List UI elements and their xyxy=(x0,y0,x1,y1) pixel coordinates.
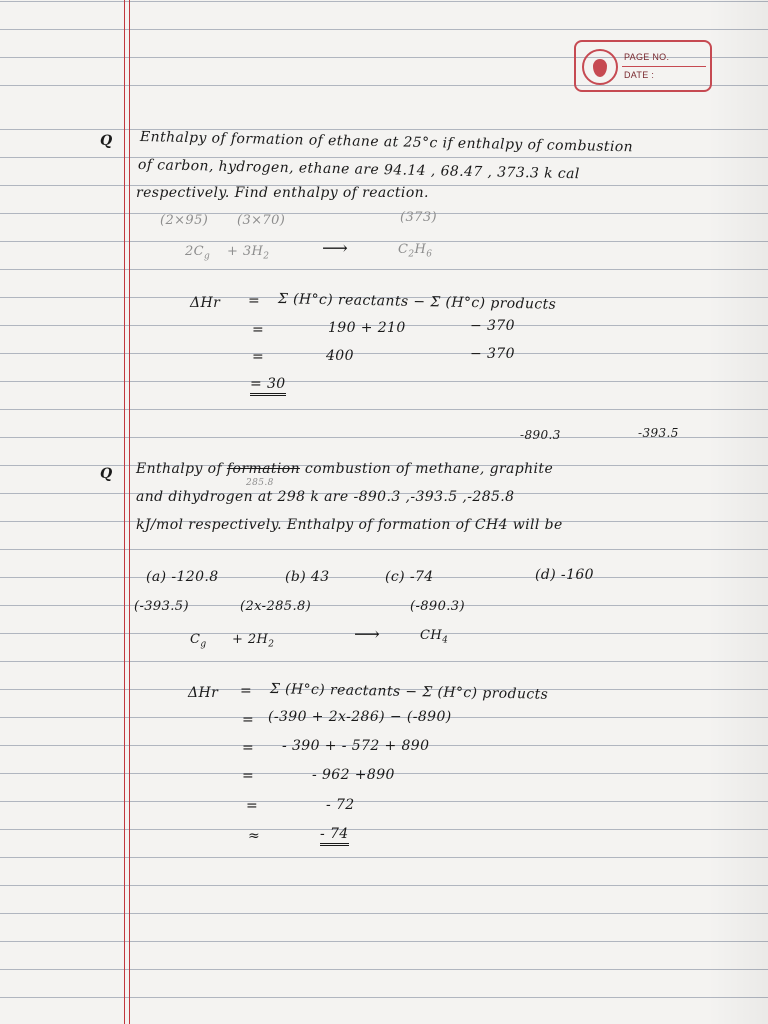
aside-value-b: -393.5 xyxy=(638,426,679,440)
q2-reaction-reactant-c: $C_g$ xyxy=(190,632,207,650)
q2-hint-b: (2x-285.8) xyxy=(240,599,312,614)
q2-marker: Q xyxy=(100,466,113,482)
q2-step2-eq: = xyxy=(242,712,255,728)
q1-line3: respectively. Find enthalpy of reaction. xyxy=(136,185,429,201)
q2-step4-eq: = xyxy=(242,768,255,784)
q1-line1: Enthalpy of formation of ethane at 25°c if enthalpy of combustion xyxy=(139,129,634,156)
q1-step2-b: − 370 xyxy=(470,318,515,334)
q2-line1-struck: formation xyxy=(226,461,300,477)
q1-step3-b: − 370 xyxy=(470,346,515,362)
aside-value-a: -890.3 xyxy=(520,428,561,442)
page-shadow xyxy=(708,0,768,1024)
q2-line1-post: combustion of methane, graphite xyxy=(304,461,554,477)
q1-hint-a: (2×95) xyxy=(160,213,209,228)
q2-reaction-product: $CH_4$ xyxy=(420,628,449,646)
stamp-divider xyxy=(622,66,706,67)
q2-hint-a: (-393.5) xyxy=(134,599,189,614)
q2-step2-rhs: (-390 + 2x-286) − (-890) xyxy=(268,709,452,725)
q2-step6-rhs: - 74 xyxy=(320,826,349,846)
margin-line-left xyxy=(124,0,125,1024)
margin-line-right xyxy=(129,0,130,1024)
q2-reaction-reactant-h2: + $2H_2$ xyxy=(232,632,275,650)
q1-answer: = 30 xyxy=(250,376,286,396)
page-no-label: PAGE NO. xyxy=(624,52,670,62)
page-stamp xyxy=(574,40,712,92)
q2-option-c: (c) -74 xyxy=(385,569,434,585)
pen-nib-logo-icon xyxy=(582,49,618,85)
q2-step3-rhs: - 390 + - 572 + 890 xyxy=(282,738,430,754)
q2-line2: and dihydrogen at 298 k are -890.3 ,-393.5 ,-285.8 xyxy=(136,489,515,505)
q2-step5-eq: = xyxy=(246,798,259,814)
q2-step4-rhs: - 962 +890 xyxy=(312,767,395,783)
q2-line1 xyxy=(136,461,553,477)
q1-step3-a: 400 xyxy=(326,348,354,364)
q2-step5-rhs: - 72 xyxy=(326,797,355,813)
q2-step1-lhs: ΔHr xyxy=(188,685,219,701)
q1-step2-a: 190 + 210 xyxy=(328,320,406,336)
q1-step1-lhs: ΔHr xyxy=(190,295,221,311)
q2-line3: kJ/mol respectively. Enthalpy of formation of CH4 will be xyxy=(136,517,563,533)
q1-hint-c: (373) xyxy=(400,210,437,225)
q1-line2: of carbon, hydrogen, ethane are 94.14 , 68.47 , 373.3 k cal xyxy=(137,157,580,183)
q2-line1-above: 285.8 xyxy=(246,478,274,488)
q2-step1-rhs: Σ (H°c) reactants − Σ (H°c) products xyxy=(269,681,549,703)
q2-step1-eq: = xyxy=(240,683,253,699)
q2-step6-eq: ≈ xyxy=(248,828,261,844)
q1-reaction-arrow: ⟶ xyxy=(322,238,349,259)
q1-step1-eq: = xyxy=(248,293,261,309)
q2-hint-c: (-890.3) xyxy=(410,599,465,614)
date-label: DATE : xyxy=(624,70,655,80)
q2-reaction-arrow: ⟶ xyxy=(354,624,381,645)
q1-marker: Q xyxy=(100,133,113,149)
q1-reaction-reactant-c: $2C_g$ xyxy=(185,244,211,262)
q1-reaction-reactant-h2: + $3H_2$ xyxy=(227,244,270,262)
q2-line1-pre: Enthalpy of xyxy=(136,461,223,477)
q2-option-a: (a) -120.8 xyxy=(146,569,219,585)
q2-option-b: (b) 43 xyxy=(285,569,330,585)
q1-reaction-product: $C_2H_6$ xyxy=(398,242,433,260)
q1-hint-b: (3×70) xyxy=(237,213,286,228)
q1-step2-eq: = xyxy=(252,322,265,338)
q2-option-d: (d) -160 xyxy=(535,567,594,583)
q2-step3-eq: = xyxy=(242,740,255,756)
q1-step3-eq: = xyxy=(252,349,265,365)
q1-step1-rhs: Σ (H°c) reactants − Σ (H°c) products xyxy=(277,291,557,313)
